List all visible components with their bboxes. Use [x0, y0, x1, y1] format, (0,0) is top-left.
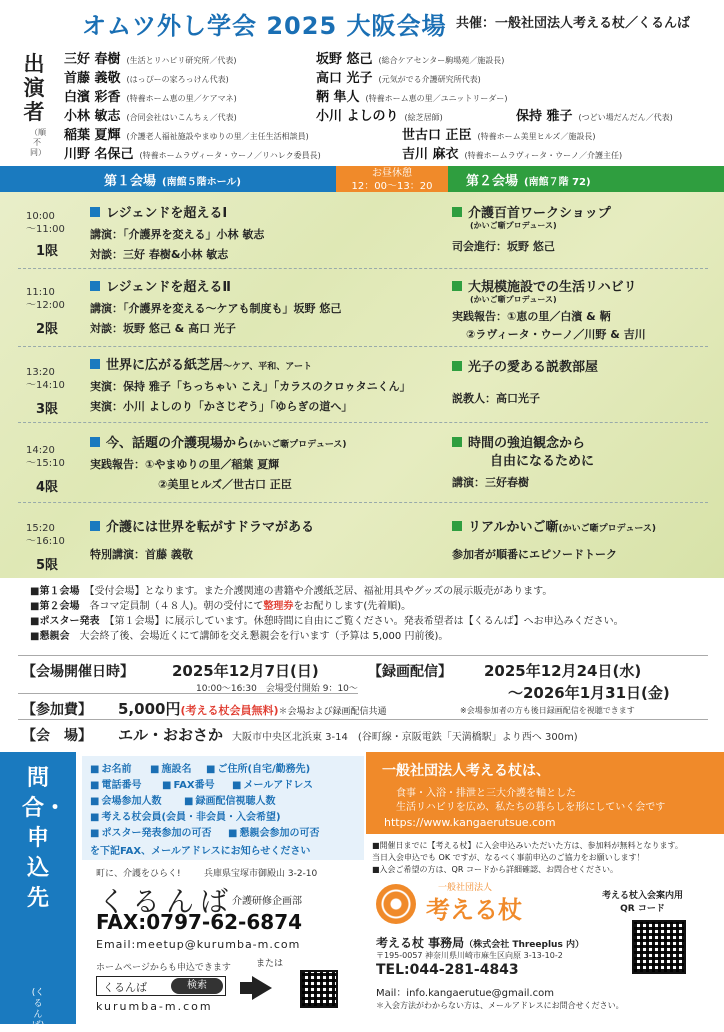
checklist-item: ■ ポスター発表参加の可否: [90, 824, 211, 839]
search-button[interactable]: 検索: [171, 978, 223, 994]
blue-square-icon: [90, 437, 100, 447]
performer: [316, 86, 507, 105]
performer: [316, 67, 481, 86]
kangaeru-logo: [376, 880, 586, 930]
website-url[interactable]: kurumba-m.com: [96, 1000, 213, 1013]
kangaeru-url[interactable]: https://www.kangaerutsue.com: [384, 816, 556, 829]
final-note: ＊入会方法がわからない方は、メールアドレスにお問合せください。: [376, 1001, 624, 1010]
session-title-text: 介護には世界を転がすドラマがある: [106, 520, 315, 535]
session-producer: (かいご噺プロデュース): [470, 221, 557, 230]
time-start: 14:20: [26, 445, 55, 456]
checklist-item: ■ ご住所(自宅/勤務先): [206, 760, 310, 775]
venue1-header: [0, 166, 336, 192]
organizer-text: 共催：一般社団法人考える杖／くるんば: [456, 16, 691, 31]
time-slot: [26, 286, 86, 312]
page-title: オムツ外し学会 2025 大阪会場: [82, 12, 447, 40]
qr-code-icon[interactable]: [300, 970, 338, 1008]
session-title: [90, 432, 347, 451]
time-start: 11:10: [26, 287, 55, 298]
office-address: 〒195-0057 神奈川県川崎市麻生区向原 3-13-10-2: [376, 951, 563, 960]
kangaeru-intro-line: 生活リハビリを広め、私たちの暮らしを形にしていく会です: [396, 802, 666, 813]
period-label: 3限: [36, 402, 59, 417]
fee-note: ＊会場および録画配信共通: [278, 707, 387, 717]
recording-date-end: ～2026年1月31日(金): [508, 684, 670, 702]
session-title-text: レジェンドを超えるⅡ: [106, 280, 231, 295]
venue1-title: [104, 170, 241, 189]
performer-affiliation: (介護老人福祉施設やまゆりの里／主任生活相談員): [126, 132, 309, 141]
session-title-text: 世界に広がる紙芝居: [106, 358, 224, 373]
performer-affiliation: (総合ケアセンター駒場苑／施設長): [378, 56, 505, 65]
logo-name: 考える杖: [426, 896, 522, 924]
session-title-text: 介護百首ワークショップ: [468, 206, 611, 221]
flower-logo-icon: [376, 884, 416, 924]
time-start: 10:00: [26, 211, 55, 222]
performer-name: 世古口 正臣: [402, 128, 472, 143]
session-title-text: 光子の愛ある説教部屋: [468, 360, 599, 375]
lunch-break-badge: [336, 166, 448, 194]
performers-note: （順不同）: [30, 128, 46, 157]
office-mail[interactable]: Mail：info.kangaerutue@gmail.com: [376, 988, 554, 999]
kurumba-tagline: 町に、介護をひらく!: [96, 869, 181, 879]
kangaeru-intro: [366, 752, 724, 834]
performer: [64, 48, 237, 67]
performer-affiliation: (特養ホーム恵の里／ユニットリーダー): [365, 94, 508, 103]
session-line: 講演：「介護界を変える～ケアも制度も」坂野 悠己: [90, 302, 342, 315]
performer-name: 坂野 悠己: [316, 52, 373, 67]
performer-name: 川野 名保己: [64, 147, 134, 162]
checklist-item: ■ 録画配信視聴人数: [184, 792, 275, 807]
checklist-item: ■ メールアドレス: [232, 776, 313, 791]
session-title-text: 今、話題の介護現場から: [106, 436, 250, 451]
kangaeru-intro-title: 一般社団法人考える杖は、: [382, 763, 550, 779]
performer: [64, 67, 229, 86]
venue2-sublabel: (南館７階 72): [524, 177, 591, 188]
performer-affiliation: (絵芝居師): [404, 113, 443, 122]
session-line: 講演：「介護界を変える」小林 敏志: [90, 228, 265, 241]
checklist-item: ■ 懇親会参加の可否: [228, 824, 319, 839]
performer-name: 吉川 麻衣: [402, 147, 459, 162]
performer-affiliation: (つどい場だんだん／代表): [578, 113, 673, 122]
note-highlight: 整理券: [263, 601, 294, 612]
venue1-label: 第１会場: [104, 174, 157, 189]
performers-label: [22, 52, 48, 124]
arrow-right-icon: [252, 976, 272, 1000]
note-head: ■第１会場: [30, 586, 80, 597]
blue-square-icon: [90, 521, 100, 531]
performer-affiliation: (元気がでる介護研究所代表): [378, 75, 481, 84]
kangaeru-intro-line: 食事・入浴・排泄と三大介護を軸とした: [396, 788, 576, 799]
performer-affiliation: (合同会社はいこんちぇ／代表): [126, 113, 237, 122]
time-end: ～16:10: [26, 536, 65, 547]
session-line: 特別講演：首藤 義敬: [90, 548, 193, 561]
kurumba-dept: 介護研修企画部: [232, 896, 302, 907]
blue-square-icon: [90, 281, 100, 291]
period-label: 4限: [36, 480, 59, 495]
session-line: 講演：三好春樹: [452, 476, 529, 489]
session-line: 説教人：高口光子: [452, 392, 540, 405]
session-producer: (かいご噺プロデュース): [470, 295, 557, 304]
green-square-icon: [452, 521, 462, 531]
session-title-text: 大規模施設での生活リハビリ: [468, 280, 637, 295]
performer: [516, 105, 673, 124]
session-line: ②美里ヒルズ／世古口 正臣: [158, 478, 292, 491]
time-end: ～11:00: [26, 224, 65, 235]
session-line: 参加者が順番にエピソードトーク: [452, 548, 617, 561]
performer: [64, 124, 309, 143]
note-text: 大会終了後、会場近くにて講師を交え懇親会を行います（予算は 5,000 円前後)。: [79, 631, 449, 642]
venue-address: 大阪市中央区北浜東 3-14 (谷町線・京阪電鉄「天満橋駅」より西へ 300m): [232, 732, 578, 743]
session-line: 実践報告：①恵の里／白濱 & 鞆: [452, 310, 611, 323]
checklist-item: ■ FAX番号: [162, 776, 215, 791]
notes-section: [30, 584, 710, 644]
session-line: 実演：保持 雅子「ちっちゃい こえ」「カラスのクロゥタニくん」: [90, 380, 411, 393]
note-text: をお配りします(先着順)。: [293, 601, 412, 612]
session-title-text: リアルかいご噺: [468, 520, 559, 535]
fee-amount: [118, 698, 387, 719]
recording-label: 【録画配信】: [368, 664, 452, 680]
fee-member-free: (考える杖会員無料): [180, 704, 279, 717]
note-head: ■懇親会: [30, 631, 70, 642]
session-title-line2: 自由になるために: [490, 454, 595, 469]
qr-label-line2: QR コード: [620, 904, 665, 914]
performer-affiliation: (特養ホーム美里ヒルズ／施設長): [477, 132, 596, 141]
session-title-text: 時間の強迫観念から: [468, 436, 586, 451]
schedule-board: [0, 192, 724, 578]
blue-square-icon: [90, 359, 100, 369]
checklist-instruction: を下記FAX、メールアドレスにお知らせください: [90, 846, 311, 857]
performer: [402, 143, 622, 162]
performer-name: 高口 光子: [316, 71, 373, 86]
note-line: [30, 614, 710, 629]
event-time: 10:00～16:30 会場受付開始 9：10～: [196, 684, 358, 694]
performer-name: 三好 春樹: [64, 52, 121, 67]
period-label: 2限: [36, 322, 59, 337]
performer-name: 小林 敏志: [64, 109, 121, 124]
fax-number: FAX:0797-62-6874: [96, 910, 303, 934]
performer-name: 稲葉 夏輝: [64, 128, 121, 143]
date-label: 【会場開催日時】: [22, 664, 134, 680]
inquiry-title: 問合・申込先: [22, 766, 67, 911]
search-box-text: くるんば: [103, 981, 147, 994]
time-slot: [26, 210, 86, 236]
session-title: [452, 356, 598, 375]
office-title: 考える杖 事務局: [376, 936, 465, 950]
green-square-icon: [452, 361, 462, 371]
logo-small-text: 一般社団法人: [438, 883, 493, 893]
checklist-item: ■ 考える杖会員(会員・非会員・入会希望): [90, 808, 281, 823]
session-title: [452, 276, 637, 295]
performer-name: 保持 雅子: [516, 109, 573, 124]
row-divider: [18, 346, 708, 347]
time-slot: [26, 366, 86, 392]
search-box[interactable]: [96, 976, 226, 996]
performer: [402, 124, 596, 143]
kurumba-contact: [82, 864, 364, 1024]
fee-label: 【参加費】: [22, 702, 92, 718]
checklist-item: ■ 会場参加人数: [90, 792, 161, 807]
session-line: 司会進行：坂野 悠己: [452, 240, 555, 253]
time-start: 13:20: [26, 367, 55, 378]
note-text: 【受付会場】となります。また介護関連の書籍や介護紙芝居、福祉用具やグッズの展示販売があります。: [89, 586, 553, 597]
performer: [64, 105, 237, 124]
period-label: 5限: [36, 558, 59, 573]
time-end: ～15:10: [26, 458, 65, 469]
recording-note: ※会場参加者の方も後日録画配信を視聴できます: [460, 706, 635, 715]
checklist-item: ■ 電話番号: [90, 776, 141, 791]
note-text: 各コマ定員制（４８人)。朝の受付にて: [89, 601, 264, 612]
recording-date: 2025年12月24日(水): [484, 662, 642, 680]
session-title: [452, 432, 585, 451]
note-line: [30, 599, 710, 614]
performer: [64, 143, 321, 162]
venue-name: エル・おおさか: [118, 726, 224, 744]
office-name: [376, 934, 584, 951]
session-line: 対談：三好 春樹&小林 敏志: [90, 248, 229, 261]
or-text: または: [256, 959, 284, 969]
venue2-label: 第２会場: [466, 174, 519, 189]
performers-label-text: 出演者: [23, 52, 45, 124]
session-title: [452, 202, 611, 221]
row-divider: [18, 268, 708, 269]
green-square-icon: [452, 207, 462, 217]
fee-value: 5,000円: [118, 700, 181, 718]
divider: [18, 655, 708, 656]
membership-note: 当日入会申込でも OK ですが、なるべく事前申込のご協力をお願いします！: [372, 853, 645, 862]
row-divider: [18, 502, 708, 503]
note-line: [30, 629, 710, 644]
qr-label: [602, 890, 683, 916]
green-square-icon: [452, 437, 462, 447]
lunch-time: 12：00～13：20: [351, 181, 433, 192]
performer-name: 白濱 彩香: [64, 90, 121, 105]
performer-affiliation: (特養ホーム恵の里／ケアマネ): [126, 94, 237, 103]
office-sub: （株式会社 Threeplus 内）: [464, 940, 584, 950]
inquiry-sub: (くるんば): [31, 988, 45, 1031]
time-slot: [26, 444, 86, 470]
venue2-header: [448, 166, 724, 192]
performers-section: [0, 44, 724, 164]
session-title: [452, 516, 656, 535]
note-line: [30, 584, 710, 599]
office-tel: TEL:044-281-4843: [376, 962, 519, 978]
performer-affiliation: (生活とリハビリ研究所／代表): [126, 56, 237, 65]
inquiry-band: [0, 752, 76, 1031]
lunch-label: お昼休憩: [372, 168, 412, 179]
kurumba-logo: くるんば: [98, 885, 235, 918]
venue2-title: [466, 170, 591, 189]
performer-name: 鞆 隼人: [316, 90, 360, 105]
time-end: ～14:10: [26, 380, 65, 391]
performer-affiliation: (はっぴーの家ろっけん代表): [126, 75, 229, 84]
homepage-note: ホームページからも申込できます: [96, 963, 231, 973]
venue1-sublabel: (南館５階ホール): [162, 177, 241, 188]
time-slot: [26, 522, 86, 548]
session-title-text: レジェンドを超えるⅠ: [106, 206, 228, 221]
event-date: 2025年12月7日(日): [172, 662, 319, 680]
performer: [316, 48, 504, 67]
qr-code-icon[interactable]: [632, 920, 686, 974]
membership-note: ■入会ご希望の方は、QR コードから詳細確認、お問合せください。: [372, 865, 618, 874]
kurumba-address: 兵庫県宝塚市御殿山 3-2-10: [204, 869, 318, 879]
membership-note: ■開催日までに【考える杖】に入会申込みいただいた方は、参加料が無料となります。: [372, 841, 683, 850]
session-line: 実演：小川 よしのり「かさじぞう」「ゆらぎの道へ」: [90, 400, 353, 413]
venue-label: 【会 場】: [22, 728, 92, 744]
session-line: 対談：坂野 悠己 & 高口 光子: [90, 322, 236, 335]
performer-affiliation: (特養ホームラヴィータ・ウーノ／リハレク委員長): [139, 151, 321, 160]
session-line: ②ラヴィータ・ウーノ／川野 & 吉川: [466, 328, 646, 341]
session-title: [90, 202, 227, 221]
session-title-sub: (かいご噺プロデュース): [249, 440, 347, 450]
qr-label-line1: 考える杖入会案内用: [602, 891, 684, 901]
session-title: [90, 354, 312, 373]
checklist-item: ■ 施設名: [150, 760, 191, 775]
time-end: ～12:00: [26, 300, 65, 311]
session-line: 実践報告：①やまゆりの里／稲葉 夏輝: [90, 458, 280, 471]
note-text: 【第１会場】に展示しています。休憩時間に自由にご覧ください。発表希望者は【くるんば】へお申込みください。: [109, 616, 624, 627]
green-square-icon: [452, 281, 462, 291]
note-head: ■ポスター発表: [30, 616, 100, 627]
time-start: 15:20: [26, 523, 55, 534]
divider: [18, 719, 708, 720]
performer: [64, 86, 237, 105]
performer-name: 小川 よしのり: [316, 109, 399, 124]
email-address[interactable]: Email:meetup@kurumba-m.com: [96, 938, 301, 951]
row-divider: [18, 422, 708, 423]
performer-affiliation: (特養ホームラヴィータ・ウーノ／介護主任): [464, 151, 623, 160]
divider: [18, 693, 358, 694]
period-label: 1限: [36, 244, 59, 259]
session-title-sub: (かいご噺プロデュース): [558, 524, 656, 534]
session-title: [90, 276, 231, 295]
session-title-sub: ～ケア、平和、アート: [223, 362, 313, 372]
note-head: ■第２会場: [30, 601, 80, 612]
blue-square-icon: [90, 207, 100, 217]
header: [0, 0, 724, 44]
performer: [316, 105, 443, 124]
session-title: [90, 516, 314, 535]
performer-name: 首藤 義敬: [64, 71, 121, 86]
checklist-item: ■ お名前: [90, 760, 131, 775]
